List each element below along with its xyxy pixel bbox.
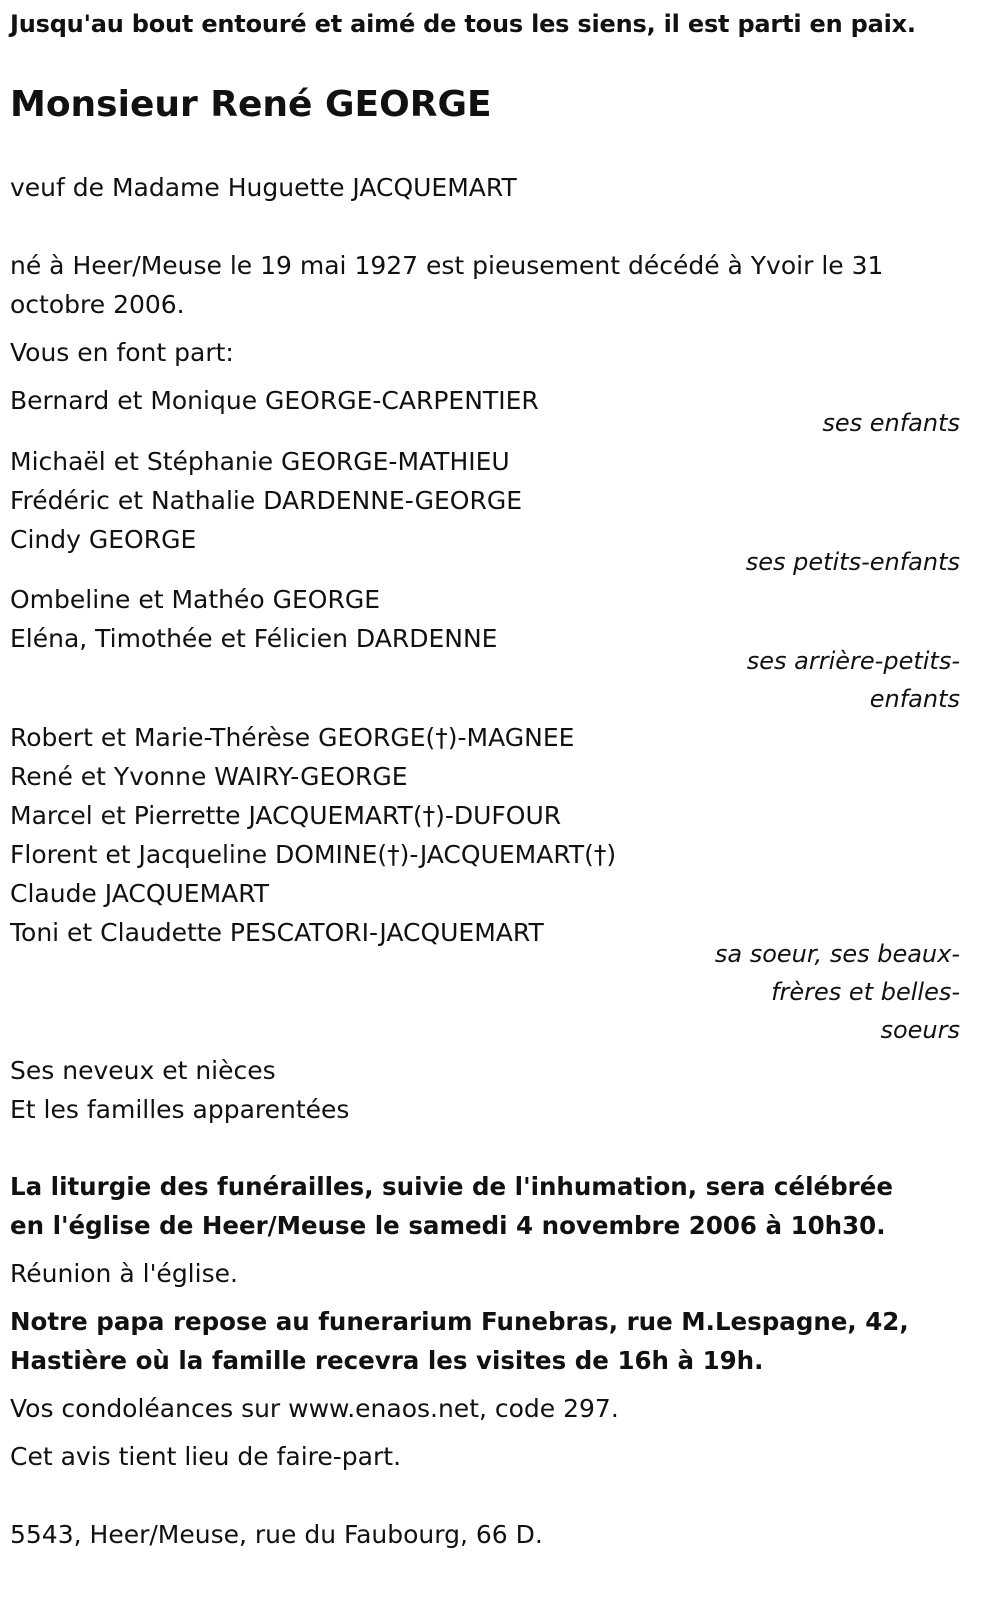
relatives-line: Et les familles apparentées: [10, 1095, 350, 1124]
widow-line: veuf de Madame Huguette JACQUEMART: [10, 173, 517, 202]
family-name-line: Eléna, Timothée et Félicien DARDENNE: [10, 624, 498, 653]
other-relatives: [10, 1051, 960, 1129]
birth-death-text: né à Heer/Meuse le 19 mai 1927 est pieusement décédé à Yvoir le 31 octobre 2006.: [10, 251, 884, 319]
intro-line: Jusqu'au bout entouré et aimé de tous les siens, il est parti en paix.: [10, 10, 916, 38]
family-group-great-grandchildren: [10, 580, 960, 713]
family-name-line: Marcel et Pierrette JACQUEMART(†)-DUFOUR: [10, 801, 562, 830]
family-name-line: Frédéric et Nathalie DARDENNE-GEORGE: [10, 486, 523, 515]
condolences-line: Vos condoléances sur www.enaos.net, code 297.: [10, 1394, 619, 1423]
notice-line: Cet avis tient lieu de faire-part.: [10, 1442, 402, 1471]
names-list: [10, 442, 960, 559]
relation-label: sa soeur, ses beaux-frères et belles-soeurs: [714, 940, 960, 1044]
address-line: 5543, Heer/Meuse, rue du Faubourg, 66 D.: [10, 1520, 543, 1549]
family-name-line: Ombeline et Mathéo GEORGE: [10, 585, 381, 614]
announce-line: Vous en font part:: [10, 338, 234, 367]
funerarium-text: Notre papa repose au funerarium Funebras, rue M.Lespagne, 42, Hastière où la famille recevra les visites de 16h à 19h.: [10, 1307, 909, 1375]
family-group-children: [10, 381, 960, 437]
relatives-line: Ses neveux et nièces: [10, 1056, 276, 1085]
meeting-line: Réunion à l'église.: [10, 1259, 238, 1288]
relation-label: ses enfants: [822, 409, 960, 437]
family-name-line: Robert et Marie-Thérèse GEORGE(†)-MAGNEE: [10, 723, 575, 752]
deceased-name: Monsieur René GEORGE: [10, 84, 492, 125]
family-name-line: Claude JACQUEMART: [10, 879, 270, 908]
family-group-grandchildren: [10, 442, 960, 576]
family-group-siblings-in-law: [10, 718, 960, 1044]
relation-label: ses petits-enfants: [745, 548, 960, 576]
relation-label: ses arrière-petits-enfants: [746, 647, 960, 713]
family-name-line: Cindy GEORGE: [10, 525, 197, 554]
family-name-line: Toni et Claudette PESCATORI-JACQUEMART: [10, 918, 544, 947]
family-name-line: Florent et Jacqueline DOMINE(†)-JACQUEMART(†): [10, 840, 617, 869]
names-list: [10, 1051, 960, 1129]
names-list: [10, 718, 960, 952]
family-name-line: René et Yvonne WAIRY-GEORGE: [10, 762, 408, 791]
family-name-line: Michaël et Stéphanie GEORGE-MATHIEU: [10, 447, 510, 476]
family-name-line: Bernard et Monique GEORGE-CARPENTIER: [10, 386, 539, 415]
liturgy-text: La liturgie des funérailles, suivie de l'inhumation, sera célébrée en l'église de Heer/Meuse le samedi 4 novembre 2006 à 10h30.: [10, 1172, 893, 1240]
